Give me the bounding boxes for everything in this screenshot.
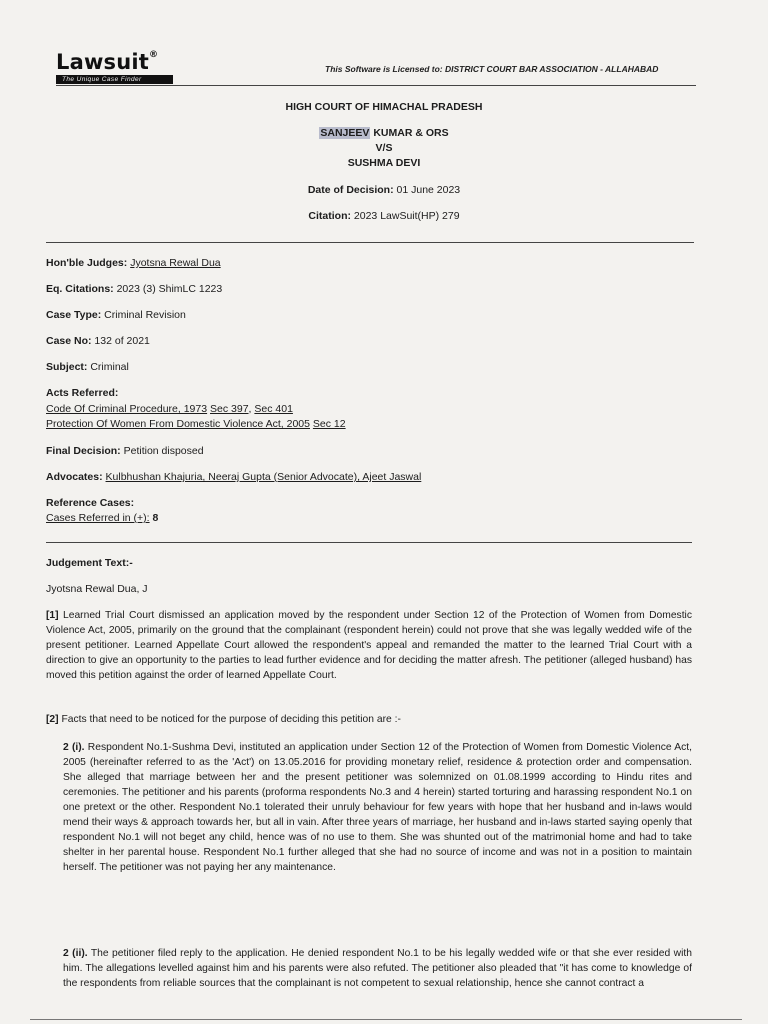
paragraph-2-i: 2 (i). Respondent No.1-Sushma Devi, instituted an application under Section 12 of the Protection of Women from Domestic Violence Act, 2005 (hereinafter referred to as the 'Act') on 13.05.2016 for providing monetary relief, residence & protection order and compensation. She alleged that marriage between her and the present petitioner was solemnized on 01.08.1999 according to Hindu rites and ceremonies. The petitioner and his parents (proforma respondents No.3 and 4 herein) started torturing and harassing respondent No.1 on one pretext or the other. Respondent No.1 tolerated their unruly behaviour for few years with hope that her husband and in-laws would mend their ways & approach towards her, but all in vain. After three years of marriage, her husband and in-laws started saying openly that respondent No.1 will not beget any child, hence was of no use to them. She was shunted out of the matrimonial home and had to take shelter in her parental house. Respondent No.1 further alleged that she had no source of income and was not in a position to maintain herself. The petitioner was not paying her any maintenance. (63, 742, 692, 873)
final-decision-row: Final Decision: Petition disposed (46, 445, 204, 457)
section-link[interactable]: Sec 401 (254, 403, 293, 415)
section-link[interactable]: Sec 397 (210, 403, 249, 415)
respondent-name: SUSHMA DEVI (347, 157, 421, 169)
eq-citations-row: Eq. Citations: 2023 (3) ShimLC 1223 (46, 283, 223, 295)
act-row-1: Code Of Criminal Procedure, 1973 Sec 397, Sec 401 (46, 403, 293, 415)
act-row-2 (46, 418, 346, 430)
lawsuit-logo (56, 50, 173, 84)
acts-referred-label: Acts Referred: (46, 387, 119, 399)
subject-row: Subject: Criminal (46, 361, 129, 373)
divider-2 (46, 542, 692, 543)
paragraph-2: [2] Facts that need to be noticed for the purpose of deciding this petition are :- (46, 714, 401, 725)
judges-row: Hon'ble Judges: Jyotsna Rewal Dua (46, 257, 221, 269)
judgement-author: Jyotsna Rewal Dua, J (46, 583, 148, 595)
search-highlight: SANJEEV (320, 127, 370, 139)
case-type-row: Case Type: Criminal Revision (46, 309, 186, 321)
act-link[interactable]: Protection Of Women From Domestic Violence Act, 2005 (46, 418, 310, 430)
logo-tagline: The Unique Case Finder (56, 75, 173, 84)
cases-referred-link[interactable]: Cases Referred in (+): (46, 512, 150, 524)
petitioner-name: SANJEEV KUMAR & ORS (320, 127, 449, 139)
citation: Citation: 2023 LawSuit(HP) 279 (308, 210, 460, 222)
judgement-heading: Judgement Text:- (46, 557, 133, 569)
section-link[interactable]: Sec 12 (312, 418, 346, 430)
versus: V/S (375, 142, 393, 154)
license-notice: This Software is Licensed to: DISTRICT COURT BAR ASSOCIATION - ALLAHABAD (325, 64, 659, 74)
act-link[interactable]: Code Of Criminal Procedure, 1973 (46, 403, 208, 415)
page-bottom-edge (30, 1019, 742, 1020)
reference-cases-label: Reference Cases: (46, 497, 135, 509)
header-divider (56, 85, 696, 86)
logo-text: Lawsuit® (56, 50, 159, 74)
paragraph-1: [1] Learned Trial Court dismissed an application moved by the respondent under Section 12 of the Protection of Women from Domestic Violence Act, 2005, primarily on the ground that the complainant (respondent herein) could not prove that she was legally wedded wife of the present petitioner. Learned Appellate Court allowed the respondent's appeal and remanded the matter to the learned Trial Court with a direction to give an opportunity to the parties to lead further evidence and for deciding the matter afresh. The petitioner (alleged husband) has moved this petition against the order of learned Appellate Court. (46, 610, 692, 681)
advocates-link[interactable]: Kulbhushan Khajuria, Neeraj Gupta (Senior Advocate), Ajeet Jaswal (105, 471, 422, 483)
paragraph-2-ii: 2 (ii). The petitioner filed reply to the application. He denied respondent No.1 to be his legally wedded wife or that she ever resided with him. The allegations levelled against him and his parents were also refuted. The petitioner also pleaded that "it has come to knowledge of the respondents from reliable sources that the complainant is not competent to sexual relationship, hence she cannot contract a (63, 948, 692, 989)
advocates-row: Advocates: Kulbhushan Khajuria, Neeraj Gupta (Senior Advocate), Ajeet Jaswal (46, 471, 422, 483)
date-of-decision: Date of Decision: 01 June 2023 (307, 184, 461, 196)
judge-link[interactable]: Jyotsna Rewal Dua (130, 257, 221, 269)
case-no-row: Case No: 132 of 2021 (46, 335, 150, 347)
divider-1 (46, 242, 694, 243)
cases-referred-row: Cases Referred in (+): 8 (46, 512, 159, 524)
court-name: HIGH COURT OF HIMACHAL PRADESH (285, 101, 483, 113)
